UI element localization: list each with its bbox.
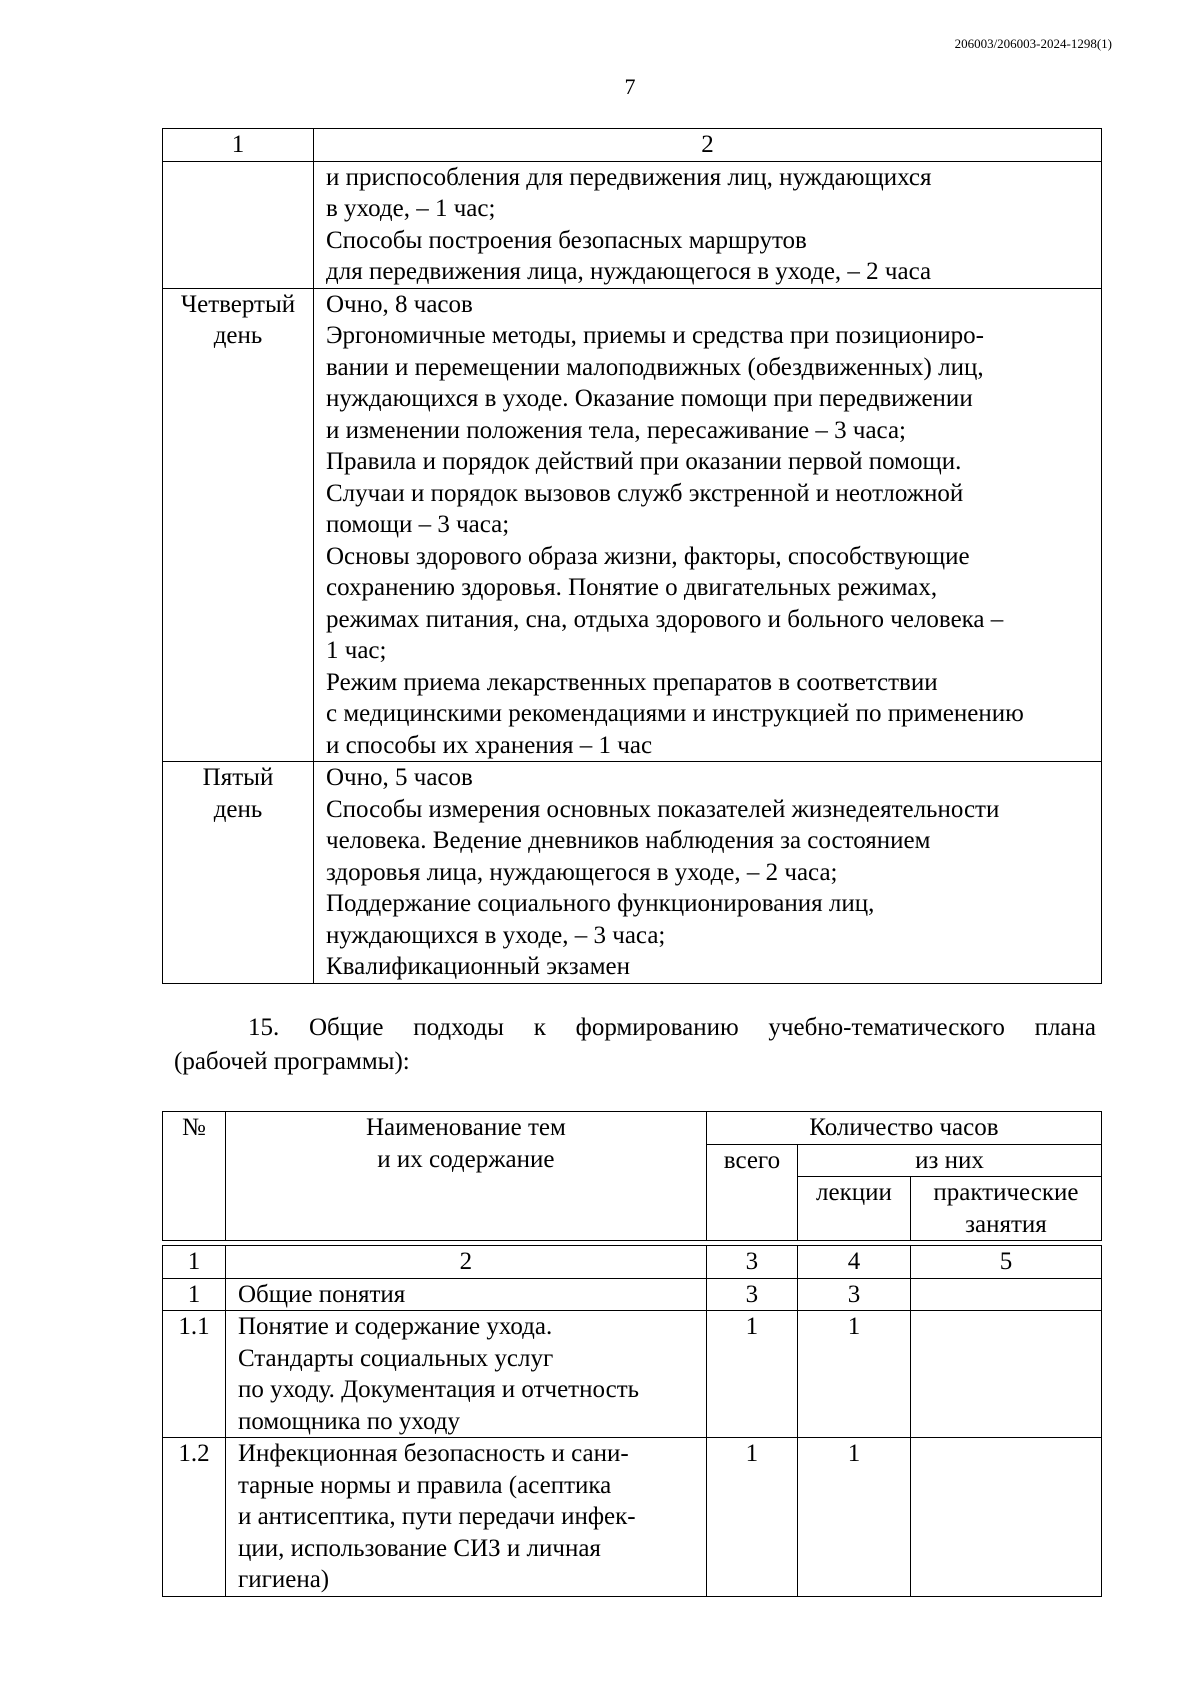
- schedule-row: [163, 161, 1102, 288]
- schedule-content-line: Способы измерения основных показателей жизнедеятельности: [326, 795, 1000, 823]
- plan-row-topic-line: по уходу. Документация и отчетность: [237, 1376, 640, 1403]
- plan-header-row-1: [163, 1112, 1102, 1145]
- document-id: 206003/206003-2024-1298(1): [954, 36, 1112, 51]
- schedule-day-cell: [163, 161, 314, 288]
- plan-row-topic-line: Понятие и содержание ухода.: [237, 1313, 553, 1340]
- plan-row-practice: [910, 1311, 1101, 1438]
- plan-row-num: 1.2: [163, 1438, 226, 1597]
- section-15-line-1: 15. Общие подходы к формированию учебно-тематического плана: [248, 1014, 1096, 1041]
- plan-col-number-2: 2: [225, 1246, 706, 1279]
- study-plan-table: [162, 1111, 1102, 1597]
- plan-row: [163, 1438, 1102, 1597]
- plan-header-practice-line-2: занятия: [965, 1210, 1047, 1238]
- schedule-day-label: день: [213, 322, 263, 349]
- plan-col-number-row: [163, 1246, 1102, 1279]
- schedule-content-line: Эргономичные методы, приемы и средства при позициониро-: [326, 322, 984, 349]
- plan-row-topic: [225, 1311, 706, 1438]
- schedule-content-line: Очно, 5 часов: [326, 764, 473, 791]
- schedule-day-label: день: [213, 795, 263, 823]
- schedule-content-cell: [314, 161, 1102, 288]
- schedule-content-line: с медицинскими рекомендациями и инструкцией по применению: [326, 700, 1024, 727]
- schedule-content-line: и способы их хранения – 1 час: [326, 731, 653, 759]
- schedule-content-line: Способы построения безопасных маршрутов: [326, 226, 807, 254]
- plan-header-total: всего: [706, 1144, 797, 1241]
- plan-row-num: 1: [163, 1278, 226, 1311]
- plan-row-lectures: 1: [798, 1438, 911, 1597]
- plan-row-practice: [910, 1278, 1101, 1311]
- plan-row-num: 1.1: [163, 1311, 226, 1438]
- schedule-content-cell: [314, 762, 1102, 984]
- plan-header-name: [225, 1112, 706, 1241]
- schedule-content-line: и изменении положения тела, пересаживание – 3 часа;: [326, 416, 906, 444]
- plan-row-total: 1: [706, 1311, 797, 1438]
- schedule-content-line: Режим приема лекарственных препаратов в соответствии: [326, 668, 938, 696]
- schedule-content-line: нуждающихся в уходе. Оказание помощи при передвижении: [326, 385, 973, 412]
- schedule-content-line: помощи – 3 часа;: [326, 511, 510, 538]
- plan-row: [163, 1311, 1102, 1438]
- plan-header-num: №: [163, 1112, 226, 1241]
- plan-col-number-5: 5: [910, 1246, 1101, 1279]
- plan-row-lectures: 1: [798, 1311, 911, 1438]
- schedule-content-line: Правила и порядок действий при оказании первой помощи.: [326, 448, 962, 475]
- plan-row-topic-line: Общие понятия: [237, 1280, 406, 1308]
- plan-row-topic-line: ции, использование СИЗ и личная: [237, 1534, 601, 1562]
- schedule-day-label: Пятый: [202, 764, 274, 791]
- schedule-content-line: 1 час;: [326, 637, 387, 664]
- schedule-content-line: Поддержание социального функционирования лиц,: [326, 890, 875, 917]
- schedule-content-line: для передвижения лица, нуждающегося в уходе, – 2 часа: [326, 258, 932, 285]
- schedule-content-line: Очно, 8 часов: [326, 290, 473, 318]
- plan-header-practice-line-1: практические: [933, 1179, 1079, 1206]
- schedule-header-row: [163, 129, 1102, 162]
- plan-row-topic-line: тарные нормы и правила (асептика: [237, 1471, 612, 1499]
- schedule-content-line: человека. Ведение дневников наблюдения за состоянием: [326, 827, 931, 854]
- plan-col-number-1: 1: [163, 1246, 226, 1279]
- schedule-content-line: режимах питания, сна, отдыха здорового и больного человека –: [326, 605, 1004, 633]
- schedule-col-header-2: 2: [314, 129, 1102, 162]
- plan-header-of-them: из них: [798, 1144, 1102, 1177]
- plan-row-total: 1: [706, 1438, 797, 1597]
- plan-row-topic-line: гигиена): [237, 1566, 330, 1593]
- schedule-content-line: в уходе, – 1 час;: [326, 195, 496, 222]
- schedule-day-cell: [163, 762, 314, 984]
- schedule-col-header-1: 1: [163, 129, 314, 162]
- plan-row-topic-line: Стандарты социальных услуг: [237, 1344, 554, 1372]
- schedule-content-line: Основы здорового образа жизни, факторы, способствующие: [326, 542, 970, 570]
- plan-row-lectures: 3: [798, 1278, 911, 1311]
- plan-row-topic: [225, 1438, 706, 1597]
- section-15-heading: [174, 1011, 1096, 1079]
- schedule-day-cell: [163, 288, 314, 762]
- plan-col-number-4: 4: [798, 1246, 911, 1279]
- plan-row-practice: [910, 1438, 1101, 1597]
- schedule-content-cell: [314, 288, 1102, 762]
- plan-row-topic-line: Инфекционная безопасность и сани-: [237, 1440, 629, 1467]
- plan-header-name-line-1: Наименование тем: [365, 1114, 566, 1141]
- schedule-content-line: нуждающихся в уходе, – 3 часа;: [326, 921, 666, 949]
- schedule-content-line: сохранению здоровья. Понятие о двигательных режимах,: [326, 574, 938, 601]
- schedule-row: [163, 288, 1102, 762]
- schedule-content-line: Квалификационный экзамен: [326, 953, 631, 980]
- plan-row-total: 3: [706, 1278, 797, 1311]
- plan-row-topic: [225, 1278, 706, 1311]
- schedule-content-line: Случаи и порядок вызовов служб экстренной и неотложной: [326, 479, 964, 507]
- plan-header-name-line-2: и их содержание: [377, 1145, 555, 1173]
- plan-row: [163, 1278, 1102, 1311]
- plan-header-hours: Количество часов: [706, 1112, 1101, 1145]
- section-15-line-2: (рабочей программы):: [174, 1048, 410, 1075]
- schedule-day-label: Четвертый: [180, 290, 296, 318]
- plan-header-lectures: лекции: [798, 1177, 911, 1241]
- plan-row-topic-line: и антисептика, пути передачи инфек-: [237, 1503, 636, 1530]
- plan-col-number-3: 3: [706, 1246, 797, 1279]
- plan-header-practice: [910, 1177, 1101, 1241]
- schedule-table: [162, 128, 1102, 984]
- schedule-content-line: здоровья лица, нуждающегося в уходе, – 2 часа;: [326, 858, 838, 886]
- plan-row-topic-line: помощника по уходу: [237, 1407, 460, 1435]
- schedule-content-line: вании и перемещении малоподвижных (обездвиженных) лиц,: [326, 353, 984, 381]
- schedule-row: [163, 762, 1102, 984]
- schedule-content-line: и приспособления для передвижения лиц, нуждающихся: [326, 163, 932, 191]
- page-number: 7: [624, 74, 636, 99]
